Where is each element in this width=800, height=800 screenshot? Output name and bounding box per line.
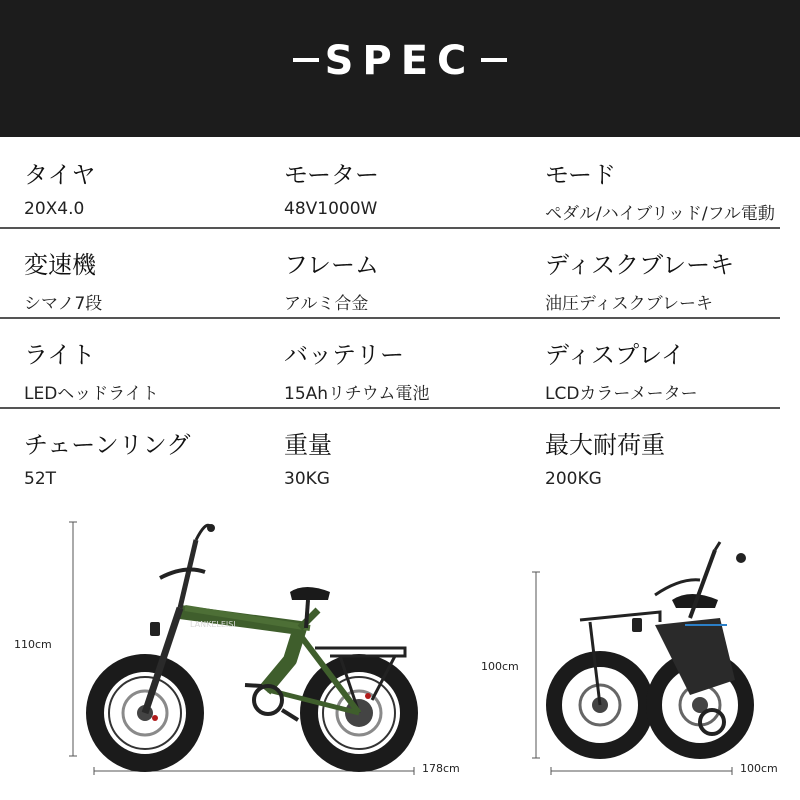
spec-label: モーター bbox=[284, 161, 380, 189]
spec-row-3 bbox=[0, 319, 800, 409]
folded-length-dimension-line bbox=[551, 767, 732, 775]
spec-label: ディスクブレーキ bbox=[545, 251, 735, 279]
spec-item-chainring bbox=[24, 409, 294, 497]
spec-value: アルミ合金 bbox=[284, 294, 369, 314]
spec-value: 52T bbox=[24, 469, 57, 489]
spec-value: 15Ahリチウム電池 bbox=[284, 384, 430, 404]
spec-item-motor bbox=[284, 139, 554, 227]
unfolded-height-dimension-line bbox=[69, 522, 77, 756]
spec-value: 30KG bbox=[284, 469, 330, 489]
bike-dimensions-section bbox=[0, 500, 800, 800]
spec-value: LEDヘッドライト bbox=[24, 384, 159, 404]
spec-value: 200KG bbox=[545, 469, 602, 489]
unfolded-height-label: 110cm bbox=[14, 638, 52, 651]
spec-title-text: SPEC bbox=[324, 38, 476, 84]
spec-label: 重量 bbox=[284, 431, 332, 459]
folded-height-dimension-line bbox=[532, 572, 540, 758]
spec-value: 48V1000W bbox=[284, 199, 378, 219]
spec-header bbox=[0, 0, 800, 137]
spec-item-gears bbox=[24, 229, 294, 317]
spec-label: モード bbox=[545, 161, 617, 189]
spec-label: 変速機 bbox=[24, 251, 96, 279]
spec-label: バッテリー bbox=[284, 341, 404, 369]
spec-item-weight bbox=[284, 409, 554, 497]
spec-value: ペダル/ハイブリッド/フル電動 bbox=[545, 204, 775, 224]
spec-item-battery bbox=[284, 319, 554, 407]
spec-label: 最大耐荷重 bbox=[545, 431, 665, 459]
title-dash-left bbox=[293, 58, 319, 62]
spec-value: シマノ7段 bbox=[24, 294, 103, 314]
spec-item-light bbox=[24, 319, 294, 407]
spec-value: 20X4.0 bbox=[24, 199, 85, 219]
spec-label: ディスプレイ bbox=[545, 341, 685, 369]
spec-row-1 bbox=[0, 139, 800, 229]
spec-label: チェーンリング bbox=[24, 431, 191, 459]
spec-value: LCDカラーメーター bbox=[545, 384, 698, 404]
spec-label: ライト bbox=[24, 341, 96, 369]
spec-row-2 bbox=[0, 229, 800, 319]
unfolded-bike-illustration bbox=[95, 524, 409, 763]
spec-item-tire bbox=[24, 139, 294, 227]
folded-height-label: 100cm bbox=[481, 660, 519, 673]
folded-length-label: 100cm bbox=[740, 762, 778, 775]
spec-item-frame bbox=[284, 229, 554, 317]
spec-item-max-load bbox=[545, 409, 800, 497]
spec-item-mode bbox=[545, 139, 800, 227]
spec-row-4 bbox=[0, 409, 800, 499]
unfolded-length-label: 178cm bbox=[422, 762, 460, 775]
spec-value: 油圧ディスクブレーキ bbox=[545, 294, 713, 314]
spec-label: フレーム bbox=[284, 251, 380, 279]
folded-bike-illustration bbox=[554, 542, 746, 751]
spec-item-display bbox=[545, 319, 800, 407]
spec-item-brake bbox=[545, 229, 800, 317]
spec-label: タイヤ bbox=[24, 161, 96, 189]
frame-brand-text: LANKELEISI bbox=[190, 620, 236, 629]
spec-title bbox=[0, 38, 800, 84]
title-dash-right bbox=[481, 58, 507, 62]
